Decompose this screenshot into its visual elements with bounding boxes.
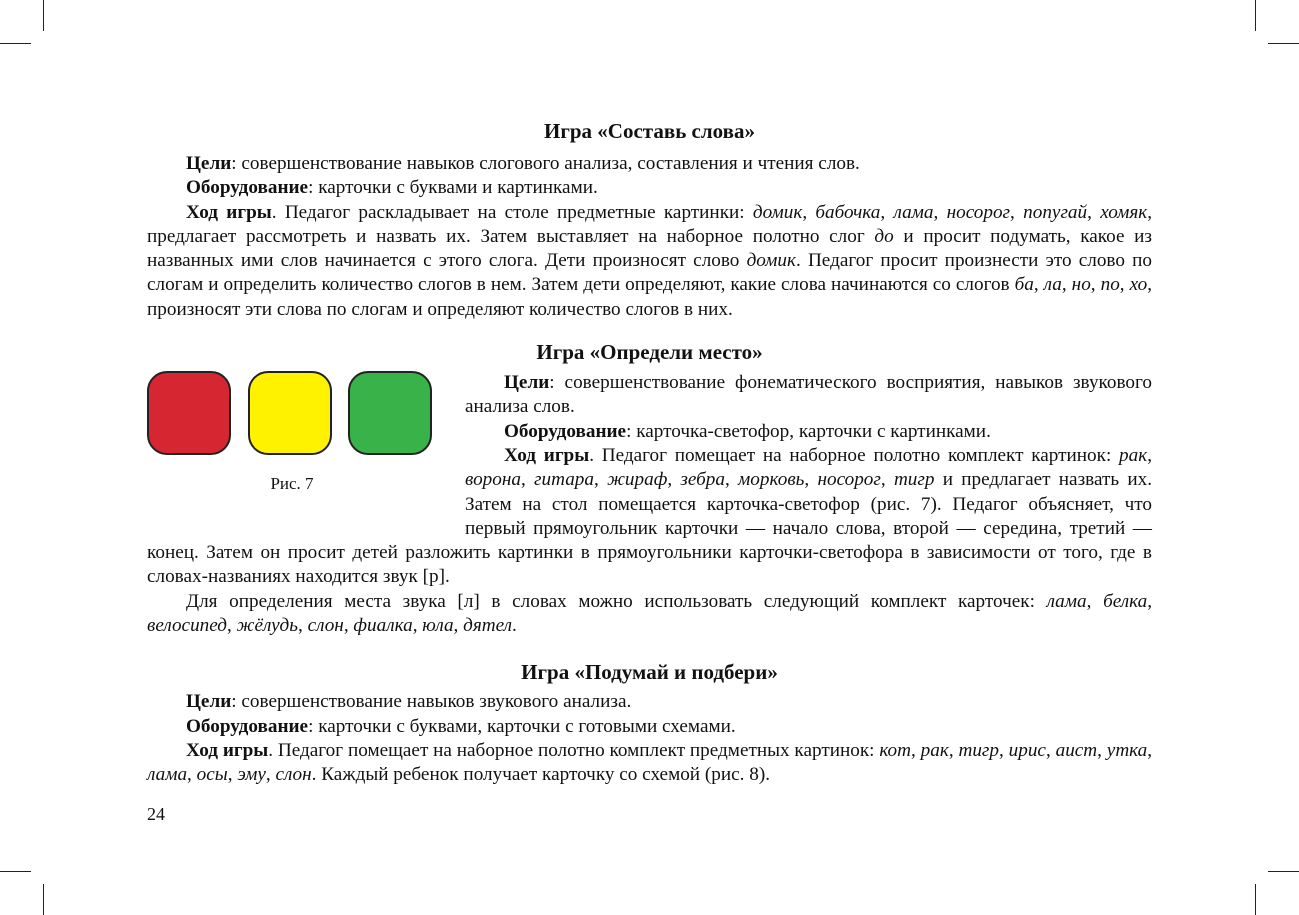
text-run: , [1147, 590, 1153, 612]
equipment-label: Оборудование [504, 420, 627, 442]
italic-word: рак [1119, 444, 1148, 466]
page-body [147, 116, 1152, 788]
italic-word: ирис [1008, 739, 1046, 761]
text-run: , [1147, 444, 1153, 466]
italic-word: осы [196, 764, 228, 786]
italic-word: носорог [946, 201, 1011, 223]
text-run: , [880, 201, 894, 223]
text-run: , [227, 615, 237, 637]
italic-word: белка [1103, 590, 1148, 612]
text-run: , [1090, 274, 1101, 296]
text-run: , [948, 739, 959, 761]
crop-mark [1268, 871, 1299, 872]
italic-word: но [1071, 274, 1091, 296]
italic-word: жёлудь [236, 615, 298, 637]
extra-paragraph [147, 590, 1152, 639]
italic-word: ба [1014, 274, 1034, 296]
italic-word: жираф [607, 469, 668, 491]
equipment-paragraph [147, 715, 1152, 739]
text-run: , [1033, 274, 1044, 296]
italic-word: ла [1043, 274, 1062, 296]
italic-word: аист [1055, 739, 1098, 761]
italic-word: зебра [680, 469, 725, 491]
italic-word: по [1100, 274, 1120, 296]
section-compose-words [147, 116, 1152, 322]
crop-mark [0, 43, 31, 44]
italic-word: ворона [465, 469, 521, 491]
italic-word: домик [746, 250, 796, 272]
text-run: . Педагог просит произнести это слово по слогам и определить количество слогов в нем. Затем дети определяют, какие слова начинаются со слогов [147, 250, 1152, 296]
text-run: , [227, 764, 238, 786]
italic-word: утка [1106, 739, 1148, 761]
crop-mark [43, 0, 44, 31]
italic-word: носорог [817, 469, 881, 491]
goals-paragraph [147, 690, 1152, 714]
italic-word: домик [752, 201, 803, 223]
section-title: Игра «Подумай и подбери» [521, 660, 778, 685]
text-run: , [1087, 201, 1101, 223]
text-run: , [1097, 739, 1107, 761]
italic-word: рак [920, 739, 949, 761]
italic-word: юла [422, 615, 454, 637]
goals-label: Цели [186, 691, 232, 713]
text-run: , [343, 615, 354, 637]
section-find-place [147, 339, 1152, 638]
italic-word: хо [1129, 274, 1148, 296]
text-run: , [804, 469, 818, 491]
course-label: Ход игры [186, 201, 272, 223]
text-run: , [933, 201, 947, 223]
crop-mark [1255, 884, 1256, 915]
italic-word: бабочка [815, 201, 881, 223]
italic-word: попугай [1023, 201, 1088, 223]
text-run: и просит подумать, какое из названных ими слов начинается с этого слога. Дети произносят слово [147, 225, 1153, 272]
goals-label: Цели [504, 372, 550, 394]
equipment-paragraph [147, 176, 1152, 200]
text-run: , [880, 469, 894, 491]
text-run: , [911, 739, 921, 761]
green-square [348, 371, 432, 455]
italic-word: тигр [958, 739, 999, 761]
equipment-text: : карточки с буквами и картинками. [308, 177, 598, 199]
course-label: Ход игры [504, 444, 590, 466]
text-run: , [724, 469, 739, 491]
italic-word: фиалка [353, 615, 413, 637]
text-run: и предлагает назвать их. Затем на стол помещается карточка-светофор (рис. 7). Педагог объясняет, что первый прямоугольник карточки — начало слова, второй — середина, третий — конец. Затем он просит детей разложить картинки в прямоугольники карточки-светофора в зависимости от того, где в словах-названиях находится звук [р]. [147, 469, 1153, 588]
italic-word: эму [237, 764, 266, 786]
text-run: , [1147, 739, 1153, 761]
figure-caption: Рис. 7 [270, 474, 314, 494]
italic-word: лама [1046, 590, 1087, 612]
course-paragraph [147, 201, 1152, 322]
goals-label: Цели [186, 153, 232, 174]
text-run: . Педагог помещает на наборное полотно комплект картинок: [589, 444, 1120, 466]
text-run: , [1086, 590, 1104, 612]
text-run: , [265, 764, 276, 786]
crop-mark [0, 871, 31, 872]
text-run: , [1045, 739, 1056, 761]
equipment-text: : карточка-светофор, карточки с картинками. [626, 420, 991, 442]
text-run: , [1061, 274, 1072, 296]
text-run: , [1010, 201, 1024, 223]
italic-word: хомяк [1100, 201, 1148, 223]
crop-mark [43, 884, 44, 915]
text-run: . [512, 615, 517, 637]
goals-text: : совершенствование навыков звукового анализа. [231, 691, 632, 713]
italic-word: слон [307, 615, 344, 637]
yellow-square [248, 371, 332, 455]
text-run: , [453, 615, 464, 637]
crop-mark [1255, 0, 1256, 31]
traffic-light-card-figure [147, 371, 465, 531]
italic-word: велосипед [147, 615, 228, 637]
equipment-label: Оборудование [186, 715, 309, 737]
red-square [147, 371, 231, 455]
section-title: Игра «Составь слова» [544, 119, 755, 143]
text-run: Для определения места звука [л] в словах можно использовать следующий комплект карточек: [186, 590, 1047, 612]
text-run: , предлагает рассмотреть и назвать их. Затем выставляет на наборное полотно слог [147, 201, 1153, 247]
italic-word: лама [893, 201, 934, 223]
text-run: , [667, 469, 681, 491]
equipment-text: : карточки с буквами, карточки с готовыми схемами. [308, 715, 736, 737]
equipment-label: Оборудование [186, 177, 309, 199]
text-run: , [187, 764, 197, 786]
text-run: , [1119, 274, 1130, 296]
text-run: , произносят эти слова по слогам и определяют количество слогов в них. [147, 274, 1153, 320]
italic-word: дятел [463, 615, 513, 637]
crop-mark [1268, 43, 1299, 44]
text-run: , [412, 615, 423, 637]
course-paragraph [147, 739, 1152, 788]
italic-word: до [874, 225, 894, 247]
text-run: , [298, 615, 308, 637]
text-run: , [520, 469, 535, 491]
section-title: Игра «Определи место» [536, 340, 763, 365]
italic-word: тигр [893, 469, 935, 491]
goals-text: : совершенствование навыков слогового анализа, составления и чтения слов. [231, 153, 860, 174]
italic-word: кот [879, 739, 912, 761]
page-number: 24 [147, 804, 165, 824]
text-run: , [594, 469, 608, 491]
text-run: , [999, 739, 1009, 761]
section-think-and-pick [147, 659, 1152, 787]
italic-word: морковь [738, 469, 805, 491]
text-run: . Каждый ребенок получает карточку со схемой (рис. 8). [311, 764, 771, 786]
italic-word: лама [147, 764, 188, 786]
text-run: . Педагог раскладывает на столе предметные картинки: [271, 201, 753, 223]
italic-word: слон [275, 764, 312, 786]
italic-word: гитара [534, 469, 594, 491]
goals-text: : совершенствование фонематического восприятия, навыков звукового анализа слов. [465, 372, 1152, 418]
text-run: . Педагог помещает на наборное полотно комплект предметных картинок: [268, 739, 880, 761]
course-label: Ход игры [186, 739, 269, 761]
goals-paragraph [147, 152, 1152, 176]
text-run: , [802, 201, 816, 223]
